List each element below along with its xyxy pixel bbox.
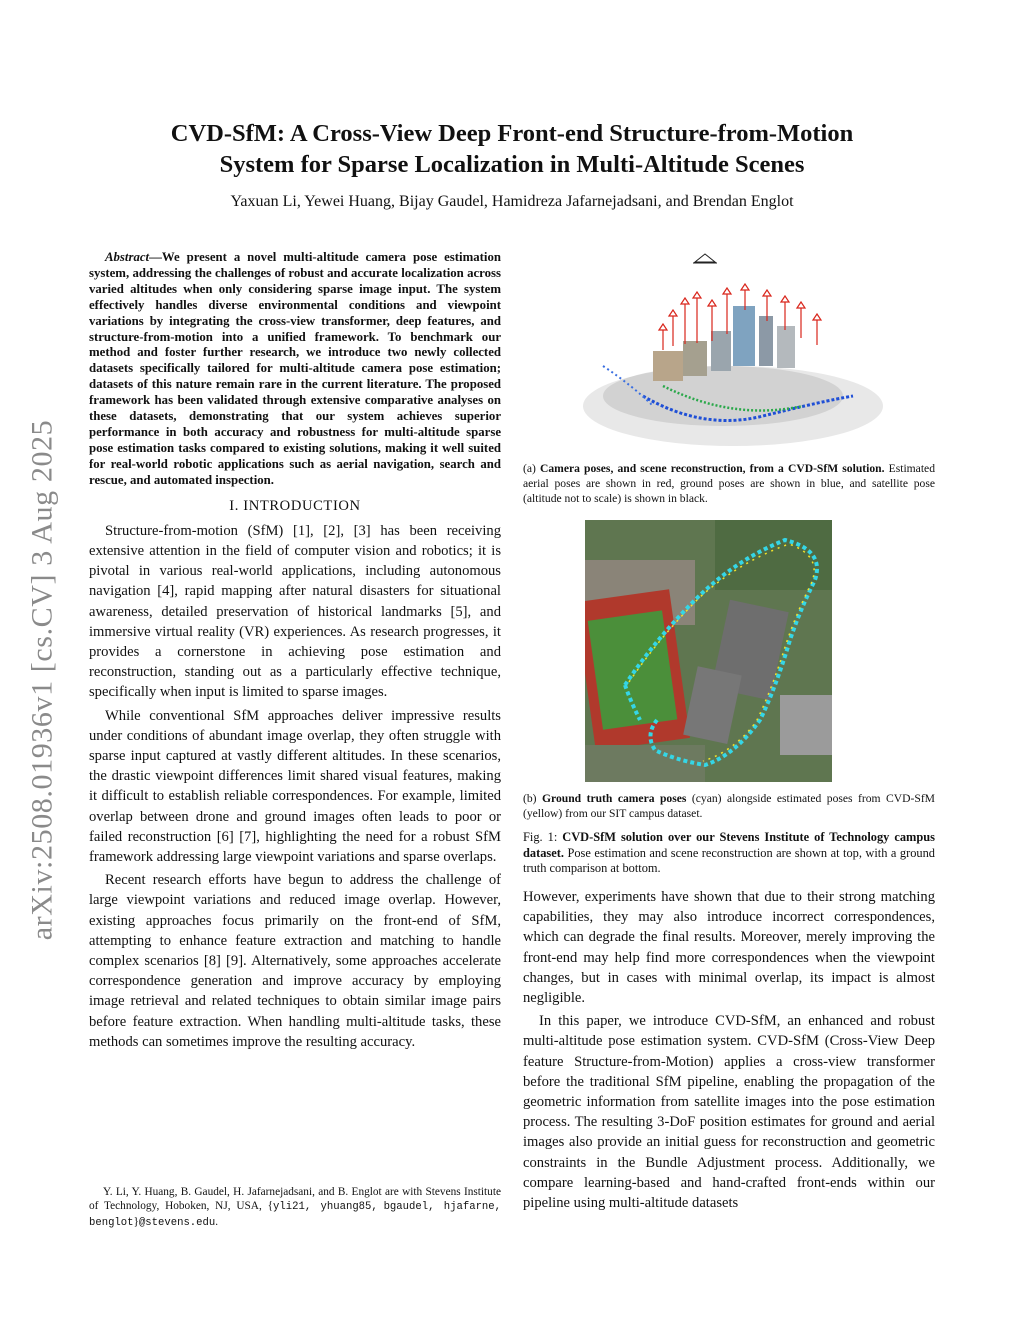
- intro-paragraph-2: While conventional SfM approaches deliver impressive results under conditions of abundant image overlap, they often struggle with sparse input captured at vastly different altitudes. In these scenarios, the drastic viewpoint differences limit shared visual features, making it difficult to establish reliable correspondences. For example, limited overlap between drone and ground images often leads to poor or failed reconstruction [6] [7], highlighting the need for a robust SfM framework addressing large viewpoint variations and sparse overlaps.: [89, 707, 501, 866]
- building-6: [653, 351, 683, 381]
- arxiv-identifier: [22, 370, 62, 990]
- right-paragraph-1: However, experiments have shown that due to their strong matching capabilities, they may also introduce incorrect correspondences, which can degrade the final results. Moreover, merely improving the front-end may help find more correspondences when the viewpoint changes, but in cases with minimal overlap, its impact is almost negligible.: [523, 889, 935, 1007]
- building-5: [777, 326, 795, 368]
- abstract-label: Abstract: [105, 250, 150, 264]
- abstract: [89, 250, 501, 489]
- figure-1-caption: [523, 830, 935, 877]
- building-3: [711, 331, 731, 371]
- tree-area-sw: [585, 745, 705, 782]
- right-column: [523, 887, 935, 1216]
- figure-caption-text: Pose estimation and scene reconstruction are shown at top, with a ground truth comparison at bottom.: [523, 845, 935, 876]
- abstract-body: We present a novel multi-altitude camera pose estimation system, addressing the challenges of robust and accurate localization across varied altitudes when only considering sparse image input. The system effectively handles diverse environmental conditions and viewpoint variations by integrating the cross-view transformer, deep features, and structure-from-motion into a unified framework. To benchmark our method and foster further research, we introduce two newly collected datasets specifically tailored for multi-altitude camera pose estimation; datasets of this nature remain rare in the current literature. The proposed framework has been validated through extensive comparative analyses on these datasets, demonstrating that our system achieves superior performance in both accuracy and robustness for multi-altitude sparse pose estimation tasks compared to existing solutions, making it well suited for real-world robotic applications such as aerial navigation, search and rescue, and automated inspection.: [89, 250, 501, 487]
- right-paragraph-2: In this paper, we introduce CVD-SfM, an enhanced and robust multi-altitude pose estimation system. CVD-SfM (Cross-View Deep feature Structure-from-Motion) applies a cross-view transformer before the traditional SfM pipeline, enabling the propagation of the geometric information from satellite images into the pose estimation process. The resulting 3-DoF position estimates for ground and aerial images also provide an initial guess for reconstruction and geometric constraints in the Bundle Adjustment process. Additionally, we compare learning-based and hand-crafted front-ends within our pipeline using multi-altitude datasets: [523, 1013, 935, 1212]
- subcaption-a-label: (a): [523, 462, 536, 475]
- subcaption-b: [523, 791, 935, 821]
- subcaption-a-text: Estimated aerial poses are shown in red, ground poses are shown in blue, and satellite pose (altitude not to scale) is shown in black.: [523, 462, 935, 506]
- abstract-dash: —: [149, 250, 162, 264]
- building-1: [733, 306, 755, 366]
- title-line-2: System for Sparse Localization in Multi-Altitude Scenes: [219, 151, 805, 178]
- footnote-emails-1: yli21, yhuang85,: [273, 1201, 378, 1214]
- footnote-domain: @stevens.edu: [138, 1216, 216, 1229]
- figure-caption-label: Fig. 1:: [523, 830, 558, 844]
- satellite-pose-marker: [695, 254, 715, 262]
- ground-point-cloud-inner: [603, 366, 843, 426]
- satellite-map: [585, 520, 832, 782]
- subcaption-a: [523, 461, 935, 506]
- footnote-end: .: [215, 1215, 219, 1228]
- intro-paragraph-1: Structure-from-motion (SfM) [1], [2], [3] has been receiving extensive attention in the field of computer vision and robotics; it is pivotal in various real-world applications, including autonomous navigation [4], rapid mapping after natural disasters for situational awareness, detailed preservation of historical landmarks [5], and immersive virtual reality (VR) experiences. As research progresses, it provides a cornerstone in achieving pose estimation and reconstruction, standing out as a particularly effective technique, specifically when input is limited to sparse images.: [89, 522, 501, 701]
- footnote-text: Y. Li, Y. Huang, B. Gaudel, H. Jafarnejadsani, and B. Englot are with Stevens Institute of Technology, Hoboken, NJ, USA, {: [89, 1186, 501, 1213]
- footnote-emails-2: bgaudel, hjafarne, benglot: [89, 1201, 502, 1229]
- figure-1a-reconstruction: [563, 246, 893, 456]
- section-heading-introduction: I. INTRODUCTION: [229, 497, 361, 514]
- building-4: [683, 341, 707, 376]
- subcaption-a-title: Camera poses, and scene reconstruction, from a CVD-SfM solution.: [540, 462, 885, 475]
- sports-field: [588, 610, 678, 729]
- figure-caption-title: CVD-SfM solution over our Stevens Institute of Technology campus dataset.: [523, 830, 935, 860]
- author-list: Yaxuan Li, Yewei Huang, Bijay Gaudel, Hamidreza Jafarnejadsani, and Brendan Englot: [230, 193, 794, 210]
- building-2: [759, 316, 773, 366]
- title-line-1: CVD-SfM: A Cross-View Deep Front-end Structure-from-Motion: [170, 120, 854, 147]
- footnote-close-brace: }: [133, 1215, 139, 1228]
- subcaption-b-text: (cyan) alongside estimated poses from CVD-SfM (yellow) from our SIT campus dataset.: [523, 792, 935, 821]
- arxiv-identifier-text: arXiv:2508.01936v1 [cs.CV] 3 Aug 2025: [25, 419, 58, 941]
- figure-1b-ground-truth-map: [585, 520, 832, 782]
- building-se: [780, 695, 832, 755]
- paper-title: [100, 118, 924, 180]
- subcaption-b-title: Ground truth camera poses: [542, 792, 687, 805]
- reconstruction-plot: [563, 246, 893, 456]
- left-column: [89, 250, 501, 1055]
- subcaption-b-label: (b): [523, 792, 537, 805]
- intro-paragraph-3: Recent research efforts have begun to address the challenge of large viewpoint variations and reduced image overlap. However, existing approaches focus primarily on the front-end of SfM, attempting to enhance feature extraction and matching to handle complex scenarios [8] [9]. Alternatively, some approaches accelerate correspondence generation and improve accuracy by employing image retrieval and related techniques to obtain similar image pairs before feature extraction. When handling multi-altitude tasks, these methods can sometimes improve the resulting accuracy.: [89, 872, 501, 1050]
- author-affiliation-footnote: [89, 1185, 501, 1230]
